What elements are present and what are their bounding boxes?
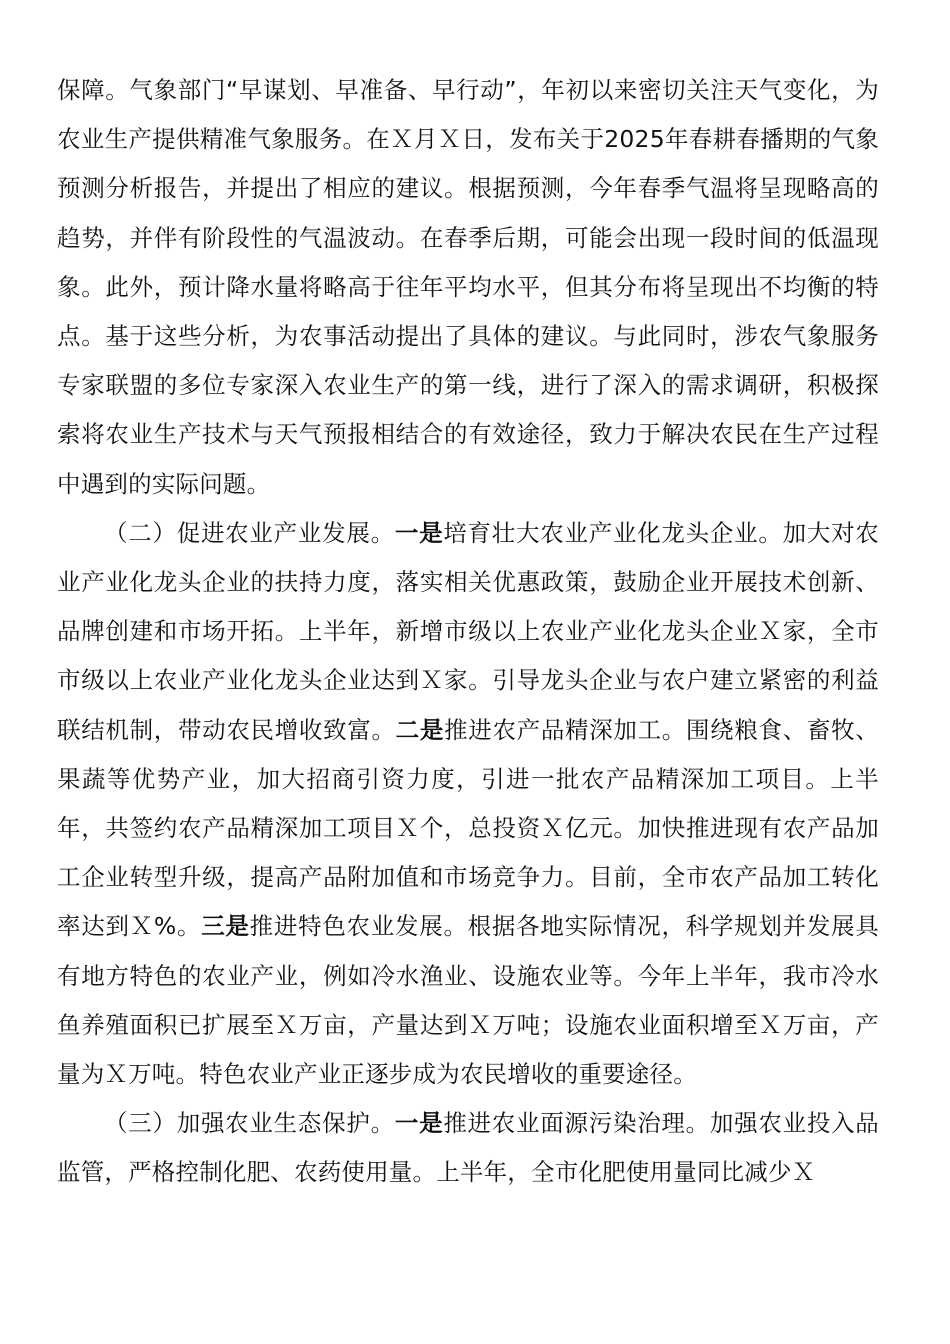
point-label-1: 一是 xyxy=(394,518,444,547)
point-label-eco-1: 一是 xyxy=(394,1109,444,1138)
paragraph-industry-development xyxy=(57,509,879,1099)
paragraph-ecological-protection xyxy=(57,1099,879,1197)
point-text-2: 推进农产品精深加工。围绕粮食、畜牧、果蔬等优势产业，加大招商引资力度，引进一批农产品精深加工项目。上半年，共签约农产品精深加工项目Ｘ个，总投资Ｘ亿元。加快推进现有农产品加工企业转型升级，提高产品附加值和市场竞争力。目前，全市农产品加工转化率达到Ｘ%。 xyxy=(57,715,879,941)
point-text-3: 推进特色农业发展。根据各地实际情况，科学规划并发展具有地方特色的农业产业，例如冷水渔业、设施农业等。今年上半年，我市冷水鱼养殖面积已扩展至Ｘ万亩，产量达到Ｘ万吨；设施农业面积增至Ｘ万亩，产量为Ｘ万吨。特色农业产业正逐步成为农民增收的重要途径。 xyxy=(57,912,879,1089)
point-label-3: 三是 xyxy=(201,912,250,941)
section-heading-ecology: （三）加强农业生态保护。 xyxy=(104,1109,395,1138)
point-label-2: 二是 xyxy=(395,715,445,744)
paragraph-weather-service: 保障。气象部门“早谋划、早准备、早行动”，年初以来密切关注天气变化，为农业生产提供精准气象服务。在Ｘ月Ｘ日，发布关于2025年春耕春播期的气象预测分析报告，并提出了相应的建议。根据预测，今年春季气温将呈现略高的趋势，并伴有阶段性的气温波动。在春季后期，可能会出现一段时间的低温现象。此外，预计降水量将略高于往年平均水平，但其分布将呈现出不均衡的特点。基于这些分析，为农事活动提出了具体的建议。与此同时，涉农气象服务专家联盟的多位专家深入农业生产的第一线，进行了深入的需求调研，积极探索将农业生产技术与天气预报相结合的有效途径，致力于解决农民在生产过程中遇到的实际问题。 xyxy=(57,76,879,498)
section-heading-industry: （二）促进农业产业发展。 xyxy=(104,518,395,547)
document-body xyxy=(57,66,879,1198)
point-text-1: 培育壮大农业产业化龙头企业。加大对农业产业化龙头企业的扶持力度，落实相关优惠政策，鼓励企业开展技术创新、品牌创建和市场开拓。上半年，新增市级以上农业产业化龙头企业Ｘ家，全市市级以上农业产业化龙头企业达到Ｘ家。引导龙头企业与农户建立紧密的利益联结机制，带动农民增收致富。 xyxy=(57,518,880,744)
point-text-eco-1: 推进农业面源污染治理。加强农业投入品监管，严格控制化肥、农药使用量。上半年，全市化肥使用量同比减少Ｘ xyxy=(57,1109,880,1187)
